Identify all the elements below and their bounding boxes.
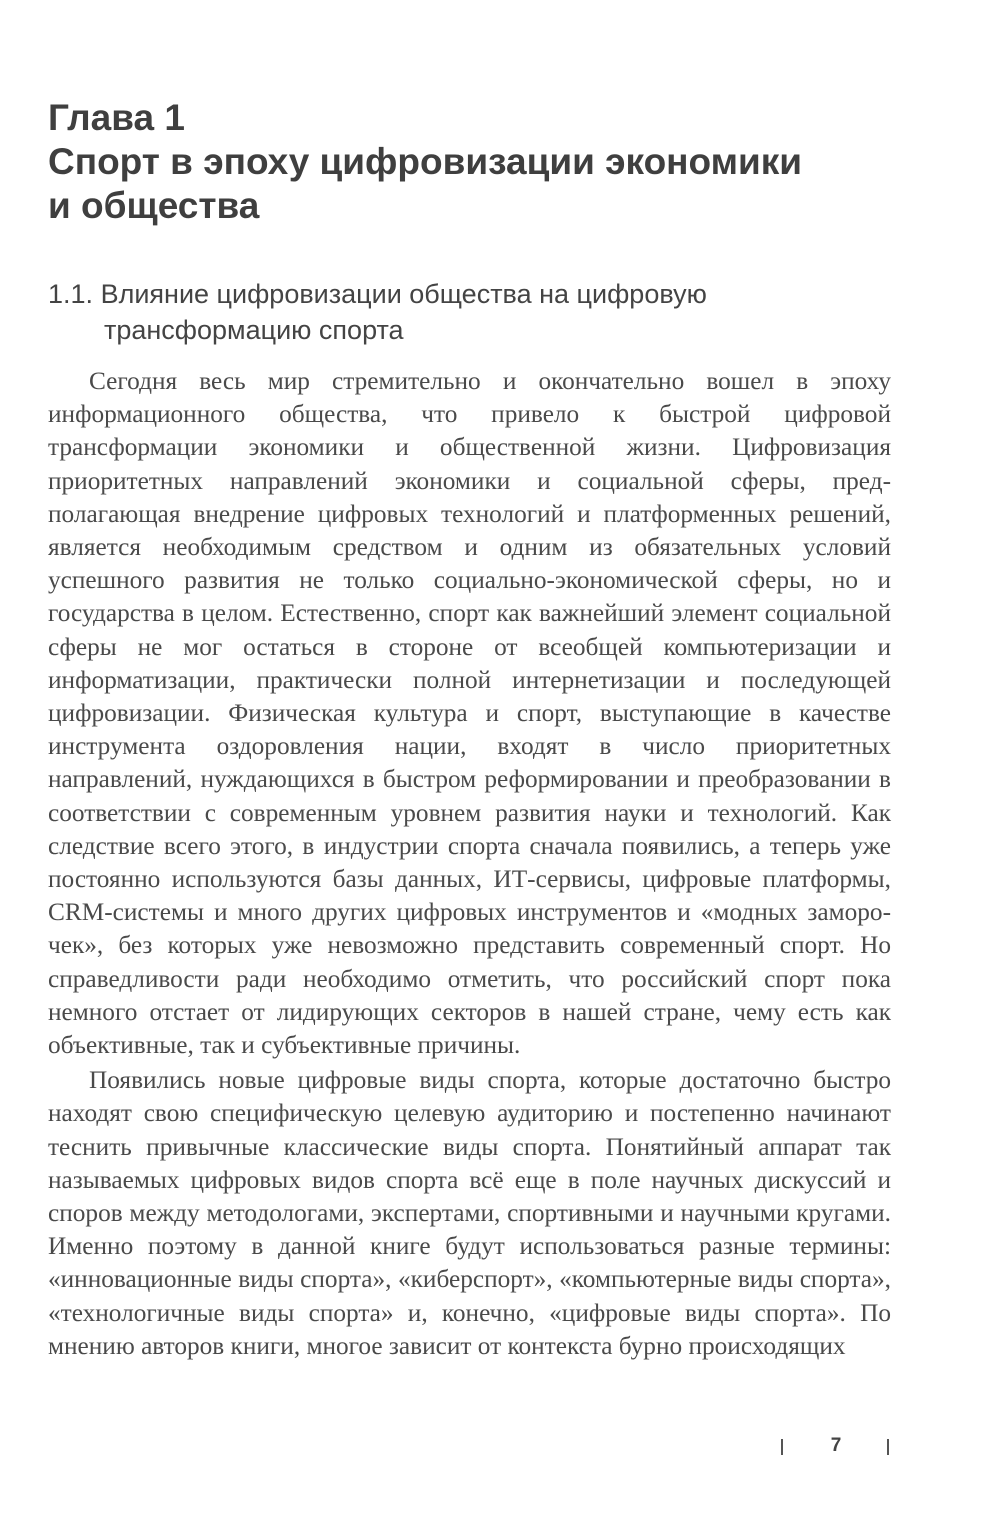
folio-bar-right: [887, 1439, 889, 1455]
paragraph-2: Появились новые цифровые виды спорта, которые достаточно быстро находят свою специфическую целевую аудиторию и постепенно начинают теснить привычные классические виды спорта. Понятийный аппарат так называемых цифровых видов спорта всё еще в поле научных дискуссий и споров между методологами, экспертами, спортивными и научными кругами. Именно поэтому в данной книге будут использоваться разные термины: «инновационные виды спорта», «киберспорт», «компьютерные виды спорта», «технологичные виды спорта» и, конечно, «цифровые виды спорта». По мнению авторов книги, многое зависит от контекста бурно происходящих: [48, 1066, 891, 1360]
chapter-title-line-2: и общества: [48, 185, 260, 226]
folio-bar-left: [781, 1439, 783, 1455]
page-number: 7: [830, 1435, 842, 1456]
page-footer: [770, 1435, 900, 1459]
section-title-line-2: трансформацию спорта: [104, 315, 404, 345]
body-text: [48, 365, 891, 1363]
section-number: 1.1.: [48, 279, 94, 309]
chapter-title-line-1: Спорт в эпоху цифровизации экономики: [48, 141, 803, 182]
paragraph-1: Сегодня весь мир стремительно и окончательно вошел в эпоху информационного общества, что привело к быстрой цифровой трансформации экономики и общественной жизни. Цифровизация приоритетных направлений экономики и социальной сферы, предполагающая внедрение цифровых технологий и платформенных решений, является необходимым средством и одним из обязательных условий успешного развития не только социально-экономической сферы, но и государства в целом. Естественно, спорт как важнейший элемент социальной сферы не мог остаться в стороне от всеобщей компьютеризации и информатизации, практически полной интернетизации и последующей цифровизации. Физическая культура и спорт, выступающие в качестве инструмента оздоровления нации, входят в число приоритетных направлений, нуждающихся в быстром реформировании и преобразовании в соответствии с современным уровнем развития науки и технологий. Как следствие всего этого, в индустрии спорта сначала появились, а теперь уже постоянно используются базы данных, ИТ-сервисы, цифровые платформы, CRM-системы и много других цифровых инструментов и «модных заморочек», без которых уже невозможно представить современный спорт. Но справедливости ради необходимо отметить, что российский спорт пока немного отстает от лидирующих секторов в нашей стране, чему есть как объективные, так и субъективные причины.: [48, 367, 891, 1060]
chapter-label: Глава 1: [48, 97, 185, 138]
section-title-line-1: Влияние цифровизации общества на цифровую: [100, 279, 707, 309]
chapter-heading: [48, 96, 948, 228]
section-heading: [48, 276, 948, 348]
